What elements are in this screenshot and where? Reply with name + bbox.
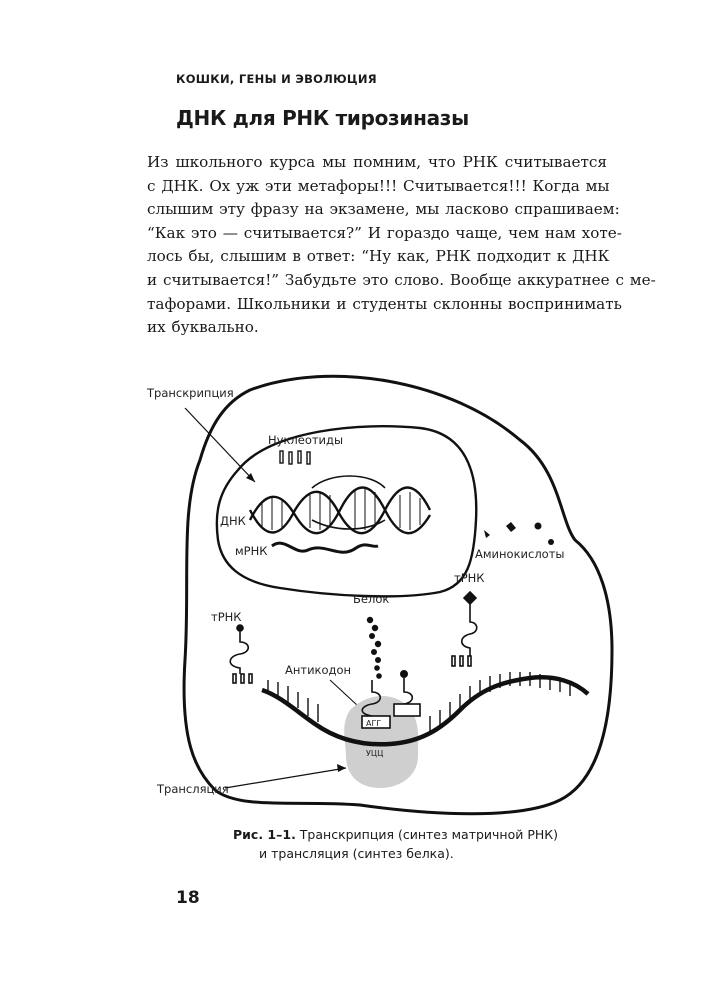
paragraph-line: “Как это — считывается?” И гораздо чаще, чем нам хоте- [147, 223, 622, 242]
running-head: КОШКИ, ГЕНЫ И ЭВОЛЮЦИЯ [176, 72, 377, 86]
page-number: 18 [176, 888, 200, 908]
mrna-translation-icon [262, 672, 588, 744]
label-anticodon: Антикодон [285, 663, 352, 677]
caption-label: Рис. 1–1. [233, 827, 296, 842]
dna-helix-icon [250, 476, 430, 533]
label-translation: Трансляция [157, 782, 229, 796]
section-title: ДНК для РНК тирозиназы [176, 106, 469, 130]
label-mrna: мРНК [235, 544, 268, 558]
mrna-strand-icon [272, 543, 378, 552]
paragraph-line: тафорами. Школьники и студенты склонны воспринимать [147, 294, 622, 313]
anticodon-seq: АГГ [366, 719, 382, 728]
paragraph-line: лось бы, слышим в ответ: “Ну как, РНК подходит к ДНК [147, 247, 610, 266]
paragraph-line: Из школьного курса мы помним, что РНК считывается [147, 153, 607, 171]
caption-line-1: Транскрипция (синтез матричной РНК) [295, 827, 559, 842]
arrowhead-translation [337, 764, 346, 772]
paragraph-line: и считывается!” Забудьте это слово. Вообще аккуратнее с ме- [147, 270, 656, 289]
protein-chain-icon [367, 617, 382, 679]
label-trna-right: тРНК [454, 571, 485, 585]
nucleotides-icon [280, 451, 310, 464]
figure-transcription-translation [0, 360, 707, 830]
caption-line-2: и трансляция (синтез белка). [259, 846, 454, 861]
trna-left-icon [230, 625, 252, 683]
arrow-translation [225, 768, 346, 788]
paragraph-line: их буквально. [147, 318, 259, 337]
trna-right-icon [452, 592, 477, 666]
paragraph-line: слышим эту фразу на экзамене, мы ласково спрашиваем: [147, 200, 620, 219]
label-dna: ДНК [220, 514, 246, 528]
label-trna-left: тРНК [211, 610, 242, 624]
codon-seq: УЦЦ [366, 749, 384, 758]
label-amino-acids: Аминокислоты [475, 547, 565, 561]
label-nucleotides: Нуклеотиды [268, 433, 344, 447]
figure-caption [233, 825, 563, 863]
arrow-anticodon [330, 680, 358, 706]
label-protein: Белок [353, 592, 390, 606]
label-transcription: Транскрипция [147, 386, 234, 400]
figure-diagram [0, 360, 707, 830]
amino-acids-icon [484, 522, 554, 545]
paragraph-line: с ДНК. Ох уж эти метафоры!!! Считывается!!! Когда мы [147, 176, 610, 195]
body-paragraph [147, 151, 656, 340]
